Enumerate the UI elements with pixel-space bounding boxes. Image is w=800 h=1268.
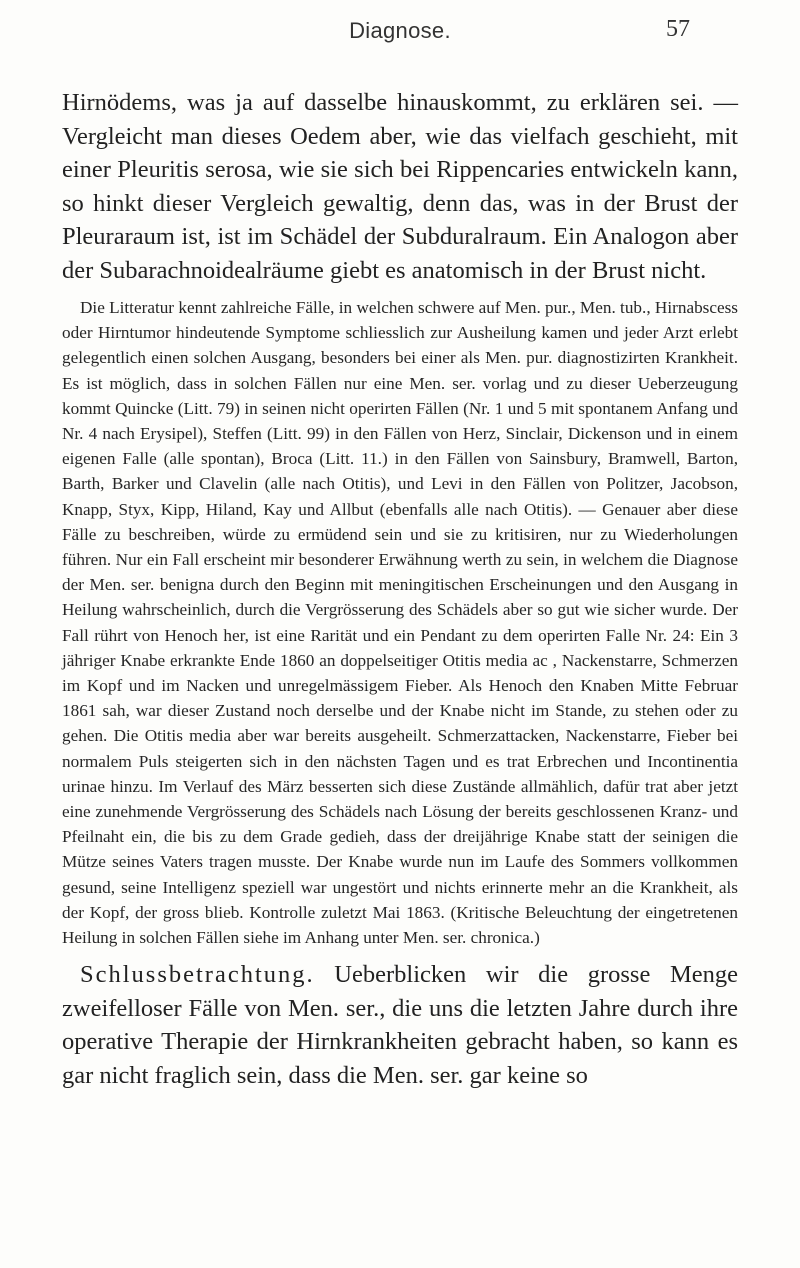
running-title: Diagnose. (349, 18, 451, 43)
paragraph-gap (62, 950, 738, 958)
paragraph-gap (62, 287, 738, 295)
paragraph-hirnoedem: Hirnödems, was ja auf dasselbe hinauskommt, zu erklären sei. — Vergleicht man dieses Oedem aber, wie das vielfach geschieht, mit einer Pleuritis serosa, wie sie sich bei Rippencaries entwickeln kann, so hinkt dieser Vergleich gewaltig, denn das, was in der Brust der Pleuraraum ist, ist im Schädel der Subduralraum. Ein Analogon aber der Subarachnoidealräume giebt es anatomisch in der Brust nicht. (62, 89, 738, 284)
page-number: 57 (666, 16, 690, 42)
page-header (0, 16, 800, 56)
paragraph-schlussbetrachtung (62, 958, 738, 1092)
page-body (62, 86, 738, 1092)
conclusion-text: Ueberblicken wir die grosse Menge zweifelloser Fälle von Men. ser., die uns die letzten Jahre durch ihre operative Therapie der Hirnkrankheiten gebracht haben, so kann es gar nicht fraglich sein, dass die Men. ser. gar keine so (62, 961, 738, 1089)
paragraph-litteratur: Die Litteratur kennt zahlreiche Fälle, in welchen schwere auf Men. pur., Men. tub., Hirnabscess oder Hirntumor hindeutende Symptome schliesslich zur Ausheilung kamen und jeder Arzt erlebt gelegentlich einen solchen Ausgang, besonders bei einer als Men. pur. diagnostizirten Krankheit. Es ist möglich, dass in solchen Fällen nur eine Men. ser. vorlag und zu dieser Ueberzeugung kommt Quincke (Litt. 79) in seinen nicht operirten Fällen (Nr. 1 und 5 mit spontanem Anfang und Nr. 4 nach Erysipel), Steffen (Litt. 99) in den Fällen von Herz, Sinclair, Dickenson und in einem eigenen Falle (alle spontan), Broca (Litt. 11.) in den Fällen von Sainsbury, Bramwell, Barton, Barth, Barker und Clavelin (alle nach Otitis), und Levi in den Fällen von Politzer, Jacobson, Knapp, Styx, Kipp, Hiland, Kay und Allbut (ebenfalls alle nach Otitis). — Genauer aber diese Fälle zu beschreiben, würde zu ermüdend sein und sie zu kritisiren, nur zu Wiederholungen führen. Nur ein Fall erscheint mir besonderer Erwähnung werth zu sein, in welchem die Diagnose der Men. ser. benigna durch den Beginn mit meningitischen Erscheinungen und den Ausgang in Heilung wahrscheinlich, durch die Vergrösserung des Schädels aber so gut wie sicher wurde. Der Fall rührt von Henoch her, ist eine Rarität und ein Pendant zu dem operirten Falle Nr. 24: Ein 3 jähriger Knabe erkrankte Ende 1860 an doppelseitiger Otitis media ac , Nackenstarre, Schmerzen im Kopf und im Nacken und unregelmässigem Fieber. Als Henoch den Knaben Mitte Februar 1861 sah, war dieser Zustand noch derselbe und der Knabe nicht im Stande, zu stehen oder zu gehen. Die Otitis media aber war bereits ausgeheilt. Schmerzattacken, Nackenstarre, Fieber bei normalem Puls steigerten sich in den nächsten Tagen und es trat Erbrechen und Incontinentia urinae hinzu. Im Verlauf des März besserten sich diese Zustände allmählich, dafür trat aber jetzt eine zunehmende Vergrösserung des Schädels nach Lösung der bereits geschlossenen Kranz- und Pfeilnaht ein, die bis zu dem Grade gedieh, dass der dreijährige Knabe statt der seinigen die Mütze seines Vaters tragen musste. Der Knabe wurde nun im Laufe des Sommers vollkommen gesund, seine Intelligenz speziell war ungestört und nichts erinnerte mehr an die Krankheit, als der Kopf, der gross blieb. Kontrolle zuletzt Mai 1863. (Kritische Beleuchtung der eingetretenen Heilung in solchen Fällen siehe im Anhang unter Men. ser. chronica.) (62, 298, 738, 948)
conclusion-heading: Schlussbetrachtung. (80, 961, 315, 989)
